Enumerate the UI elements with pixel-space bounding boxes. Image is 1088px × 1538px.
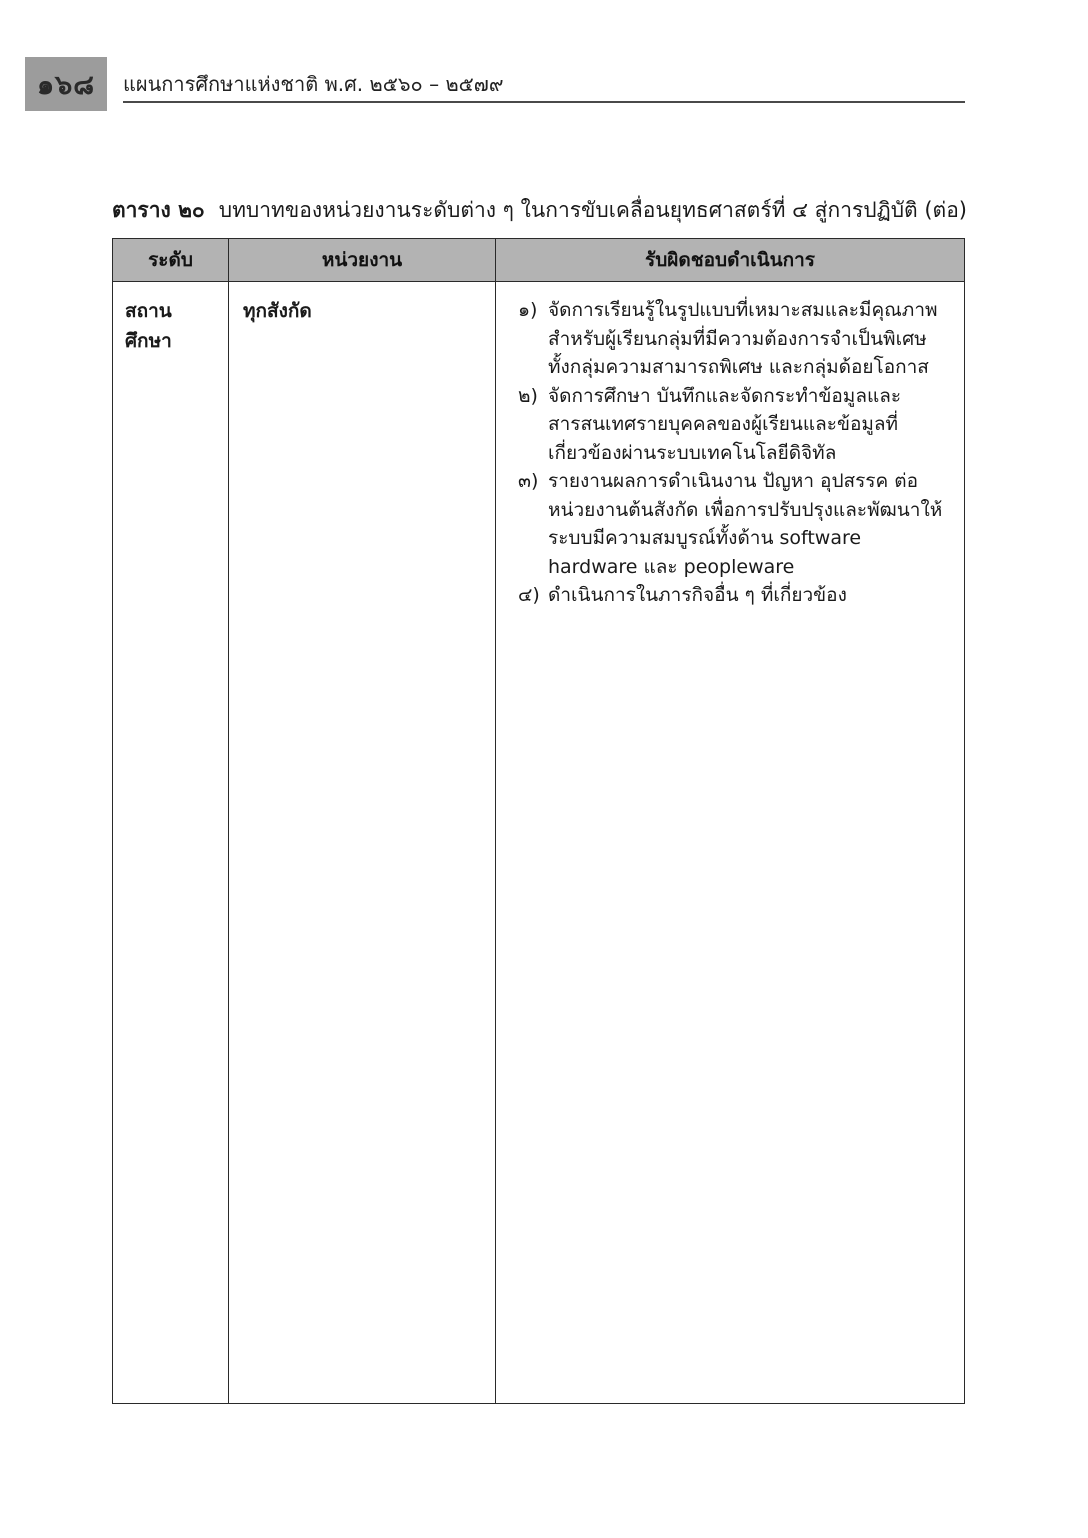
list-item-text: จัดการเรียนรู้ในรูปแบบที่เหมาะสมและมีคุณภาพ สำหรับผู้เรียนกลุ่มที่มีความต้องการจำเป็นพิเศษ ทั้งกลุ่มความสามารถพิเศษ และกลุ่มด้อยโอกาส bbox=[548, 299, 938, 378]
list-item-text: จัดการศึกษา บันทึกและจัดกระทำข้อมูลและสารสนเทศรายบุคคลของผู้เรียนและข้อมูลที่เกี่ยวข้องผ่านระบบเทคโนโลยีดิจิทัล bbox=[548, 384, 902, 464]
list-item-number: ๒) bbox=[518, 384, 538, 407]
list-item-number: ๔) bbox=[518, 584, 540, 606]
table-caption-text: บทบาทของหน่วยงานระดับต่าง ๆ ในการขับเคลื่อนยุทธศาสตร์ที่ ๔ สู่การปฏิบัติ (ต่อ) bbox=[218, 198, 967, 222]
list-item-number: ๓) bbox=[518, 470, 539, 492]
column-header-level: ระดับ bbox=[113, 239, 229, 282]
header-rule bbox=[123, 101, 965, 103]
list-item-text: รายงานผลการดำเนินงาน ปัญหา อุปสรรค ต่อหน่วยงานต้นสังกัด เพื่อการปรับปรุงและพัฒนาให้ระบบมีความสมบูรณ์ทั้งด้าน software hardware และ peopleware bbox=[548, 470, 943, 578]
table-caption-label: ตาราง ๒๐ bbox=[112, 198, 205, 222]
cell-level: สถานศึกษา bbox=[113, 282, 229, 1404]
column-header-responsibility: รับผิดชอบดำเนินการ bbox=[496, 239, 965, 282]
list-item-text: ดำเนินการในภารกิจอื่น ๆ ที่เกี่ยวข้อง bbox=[548, 584, 847, 606]
table-row bbox=[113, 282, 965, 1404]
column-header-agency: หน่วยงาน bbox=[229, 239, 496, 282]
page-number: ๑๖๘ bbox=[36, 69, 96, 101]
cell-agency: ทุกสังกัด bbox=[229, 282, 496, 1404]
page-number-box bbox=[25, 57, 107, 111]
roles-table bbox=[112, 238, 965, 1404]
list-item bbox=[518, 467, 946, 581]
cell-responsibilities bbox=[496, 282, 965, 1404]
list-item bbox=[518, 296, 946, 382]
list-item-number: ๑) bbox=[518, 299, 538, 321]
table-caption bbox=[112, 194, 972, 227]
list-item bbox=[518, 581, 946, 610]
table-header-row bbox=[113, 239, 965, 282]
list-item bbox=[518, 382, 946, 468]
running-header-title: แผนการศึกษาแห่งชาติ พ.ศ. ๒๕๖๐ – ๒๕๗๙ bbox=[123, 72, 504, 96]
